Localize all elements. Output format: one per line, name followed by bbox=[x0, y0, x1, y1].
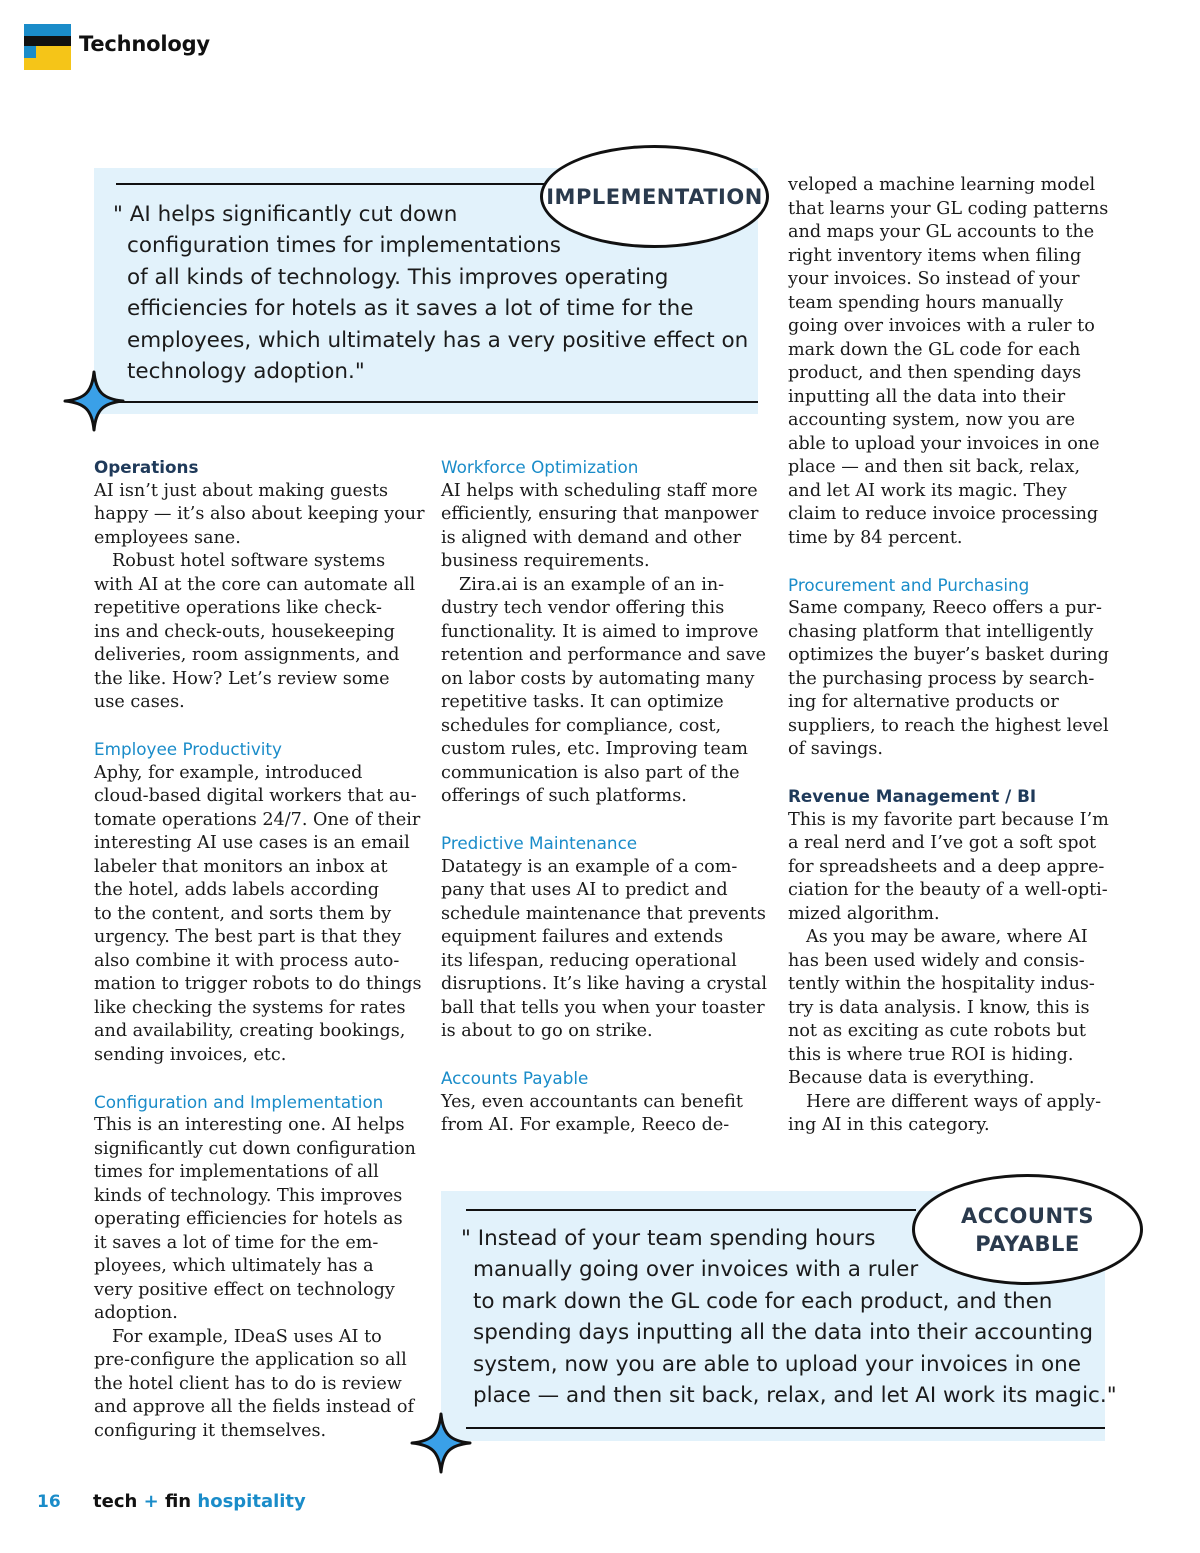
body-line: mation to trigger robots to do things bbox=[94, 974, 422, 994]
body-line: dustry tech vendor offering this bbox=[441, 598, 725, 618]
body-line: this is where true ROI is hiding. bbox=[788, 1044, 1074, 1065]
body-line: pre-configure the application so all bbox=[94, 1350, 407, 1370]
mag-tech: tech bbox=[93, 1491, 138, 1512]
body-line: Same company, Reeco offers a pur- bbox=[788, 598, 1102, 618]
section-label: Technology bbox=[79, 32, 210, 56]
body-line: adoption. bbox=[94, 1303, 178, 1323]
body-line: ployees, which ultimately has a bbox=[94, 1256, 374, 1276]
body-line: custom rules, etc. Improving team bbox=[441, 739, 748, 759]
body-line: tently within the hospitality indus- bbox=[788, 974, 1095, 994]
body-line: the like. How? Let’s review some bbox=[94, 668, 390, 689]
quote-line: " Instead of your team spending hours bbox=[461, 1226, 876, 1251]
quote-line: configuration times for implementations bbox=[127, 233, 562, 259]
body-line: equipment failures and extends bbox=[441, 927, 724, 947]
body-line: is aligned with demand and other bbox=[441, 527, 742, 548]
body-line: accounting system, now you are bbox=[788, 410, 1076, 430]
body-line: of savings. bbox=[788, 739, 883, 759]
body-line: repetitive tasks. It can optimize bbox=[441, 692, 724, 712]
quote-line: system, now you are able to upload your invoices in one bbox=[473, 1351, 1082, 1377]
body-line: veloped a machine learning model bbox=[788, 175, 1096, 195]
body-line: its lifespan, reducing operational bbox=[441, 950, 737, 971]
body-line: and approve all the fields instead of bbox=[94, 1397, 414, 1417]
body-line: and availability, creating bookings, bbox=[94, 1021, 406, 1041]
body-line: ing for alternative products or bbox=[788, 692, 1059, 712]
body-line: claim to reduce invoice processing bbox=[788, 504, 1099, 524]
body-line: efficiently, ensuring that manpower bbox=[441, 504, 759, 524]
heading-procurement: Procurement and Purchasing bbox=[788, 574, 1030, 595]
heading-revenue-management: Revenue Management / BI bbox=[788, 786, 1037, 806]
quote-line: employees, which ultimately has a very positive effect on bbox=[127, 327, 749, 353]
body-line: functionality. It is aimed to improve bbox=[441, 621, 759, 642]
mag-fin: fin bbox=[164, 1491, 192, 1512]
body-line: use cases. bbox=[94, 692, 185, 712]
body-line: and maps your GL accounts to the bbox=[788, 222, 1095, 242]
body-line: kinds of technology. This improves bbox=[94, 1185, 403, 1206]
body-line: AI helps with scheduling staff more bbox=[441, 480, 758, 501]
heading-operations: Operations bbox=[94, 457, 199, 477]
heading-predictive-maintenance: Predictive Maintenance bbox=[441, 833, 638, 853]
body-line: deliveries, room assignments, and bbox=[94, 645, 400, 665]
quote-line: spending days inputting all the data into their accounting bbox=[473, 1320, 1094, 1346]
heading-accounts-payable: Accounts Payable bbox=[441, 1068, 589, 1088]
body-line: mark down the GL code for each bbox=[788, 339, 1081, 360]
body-line: pany that uses AI to predict and bbox=[441, 880, 728, 900]
body-line: for spreadsheets and a deep appre- bbox=[788, 856, 1105, 877]
magazine-name bbox=[93, 1491, 306, 1512]
body-line: also combine it with process auto- bbox=[94, 950, 400, 971]
body-line: time by 84 percent. bbox=[788, 527, 963, 548]
body-line: the purchasing process by search- bbox=[788, 668, 1095, 689]
heading-configuration: Configuration and Implementation bbox=[94, 1091, 384, 1112]
body-line: ing AI in this category. bbox=[788, 1115, 990, 1135]
sparkle-star-icon bbox=[63, 370, 125, 432]
body-line: ciation for the beauty of a well-opti- bbox=[788, 880, 1108, 900]
body-line: For example, IDeaS uses AI to bbox=[112, 1326, 382, 1347]
body-line: chasing platform that intelligently bbox=[788, 621, 1094, 642]
quote-line: to mark down the GL code for each product, and then bbox=[473, 1288, 1053, 1314]
body-line: Datategy is an example of a com- bbox=[441, 856, 738, 877]
body-line: that learns your GL coding patterns bbox=[788, 198, 1109, 219]
badge-line: PAYABLE bbox=[975, 1231, 1080, 1256]
body-line: urgency. The best part is that they bbox=[94, 927, 402, 947]
body-line: a real nerd and I’ve got a soft spot bbox=[788, 833, 1097, 853]
body-line: ball that tells you when your toaster bbox=[441, 997, 765, 1018]
page-number: 16 bbox=[37, 1492, 61, 1512]
body-line: from AI. For example, Reeco de- bbox=[441, 1115, 730, 1135]
body-line: not as exciting as cute robots but bbox=[788, 1021, 1086, 1041]
quote-line: manually going over invoices with a ruler bbox=[473, 1257, 919, 1283]
body-line: on labor costs by automating many bbox=[441, 668, 755, 689]
body-line: the hotel, adds labels according bbox=[94, 880, 379, 900]
body-line: place — and then sit back, relax, bbox=[788, 457, 1081, 477]
body-line: ins and check-outs, housekeeping bbox=[94, 621, 395, 642]
body-line: going over invoices with a ruler to bbox=[788, 316, 1095, 336]
body-line: communication is also part of the bbox=[441, 762, 740, 783]
body-line: to the content, and sorts them by bbox=[94, 903, 392, 924]
body-line: and let AI work its magic. They bbox=[788, 480, 1067, 501]
body-line: employees sane. bbox=[94, 527, 241, 548]
body-line: able to upload your invoices in one bbox=[788, 433, 1100, 454]
body-line: schedules for compliance, cost, bbox=[441, 715, 722, 736]
quote-line: place — and then sit back, relax, and let AI work its magic." bbox=[473, 1383, 1117, 1409]
body-line: Yes, even accountants can benefit bbox=[441, 1091, 743, 1112]
body-line: AI isn’t just about making guests bbox=[94, 480, 389, 501]
body-line: repetitive operations like check- bbox=[94, 598, 382, 618]
column-1 bbox=[94, 456, 424, 1443]
body-line: right inventory items when filing bbox=[788, 245, 1082, 266]
body-line: the hotel client has to do is review bbox=[94, 1373, 402, 1394]
quote-line: " AI helps significantly cut down bbox=[113, 202, 458, 227]
pull-quote-text bbox=[113, 199, 748, 387]
body-line: disruptions. It’s like having a crystal bbox=[441, 974, 767, 994]
body-line: team spending hours manually bbox=[788, 292, 1064, 313]
column-3 bbox=[788, 174, 1118, 1138]
body-line: mized algorithm. bbox=[788, 903, 940, 924]
body-line: cloud-based digital workers that au- bbox=[94, 786, 417, 806]
body-line: try is data analysis. I know, this is bbox=[788, 997, 1090, 1018]
body-line: business requirements. bbox=[441, 551, 650, 571]
body-line: Zira.ai is an example of an in- bbox=[459, 574, 725, 595]
body-line: interesting AI use cases is an email bbox=[94, 833, 410, 853]
body-line: Aphy, for example, introduced bbox=[94, 762, 363, 783]
quote-line: efficiencies for hotels as it saves a lot of time for the bbox=[127, 296, 694, 322]
quote-line: of all kinds of technology. This improves operating bbox=[127, 264, 669, 290]
body-line: This is my favorite part because I’m bbox=[788, 809, 1109, 830]
body-line: This is an interesting one. AI helps bbox=[94, 1115, 405, 1135]
body-line: has been used widely and consis- bbox=[788, 950, 1085, 971]
quote-top-rule bbox=[466, 1209, 916, 1211]
body-line: suppliers, to reach the highest level bbox=[788, 715, 1109, 736]
mag-hospitality: hospitality bbox=[197, 1491, 306, 1512]
body-line: is about to go on strike. bbox=[441, 1021, 653, 1041]
body-line: inputting all the data into their bbox=[788, 386, 1066, 407]
body-line: with AI at the core can automate all bbox=[94, 574, 416, 595]
body-line: labeler that monitors an inbox at bbox=[94, 856, 388, 877]
quote-bottom-rule bbox=[116, 401, 758, 403]
body-line: optimizes the buyer’s basket during bbox=[788, 645, 1109, 665]
body-line: times for implementations of all bbox=[94, 1162, 379, 1182]
body-line: sending invoices, etc. bbox=[94, 1044, 287, 1065]
body-line: happy — it’s also about keeping your bbox=[94, 504, 425, 524]
body-line: very positive effect on technology bbox=[94, 1279, 395, 1300]
body-line: tomate operations 24/7. One of their bbox=[94, 809, 421, 830]
section-logo-icon bbox=[24, 24, 71, 70]
pull-quote-text bbox=[461, 1223, 1117, 1411]
body-line: configuring it themselves. bbox=[94, 1420, 327, 1441]
body-line: offerings of such platforms. bbox=[441, 786, 687, 806]
body-line: retention and performance and save bbox=[441, 645, 767, 665]
column-2 bbox=[441, 456, 771, 1138]
body-line: product, and then spending days bbox=[788, 363, 1082, 383]
body-line: Because data is everything. bbox=[788, 1068, 1035, 1088]
body-line: Robust hotel software systems bbox=[112, 551, 386, 571]
body-line: it saves a lot of time for the em- bbox=[94, 1232, 379, 1253]
implementation-badge: IMPLEMENTATION bbox=[540, 145, 769, 248]
heading-workforce: Workforce Optimization bbox=[441, 457, 639, 477]
badge-line: ACCOUNTS bbox=[960, 1203, 1094, 1228]
body-line: significantly cut down configuration bbox=[94, 1138, 416, 1159]
mag-plus: + bbox=[143, 1491, 159, 1512]
body-line: As you may be aware, where AI bbox=[806, 927, 1088, 947]
body-line: schedule maintenance that prevents bbox=[441, 903, 766, 924]
body-line: Here are different ways of apply- bbox=[806, 1091, 1102, 1112]
heading-employee-productivity: Employee Productivity bbox=[94, 739, 282, 759]
body-line: your invoices. So instead of your bbox=[788, 269, 1080, 289]
body-line: operating efficiencies for hotels as bbox=[94, 1209, 403, 1229]
quote-line: technology adoption." bbox=[127, 359, 365, 385]
quote-bottom-rule bbox=[466, 1427, 1105, 1429]
quote-top-rule bbox=[116, 183, 546, 185]
sparkle-star-icon bbox=[410, 1412, 472, 1474]
body-line: like checking the systems for rates bbox=[94, 997, 406, 1018]
